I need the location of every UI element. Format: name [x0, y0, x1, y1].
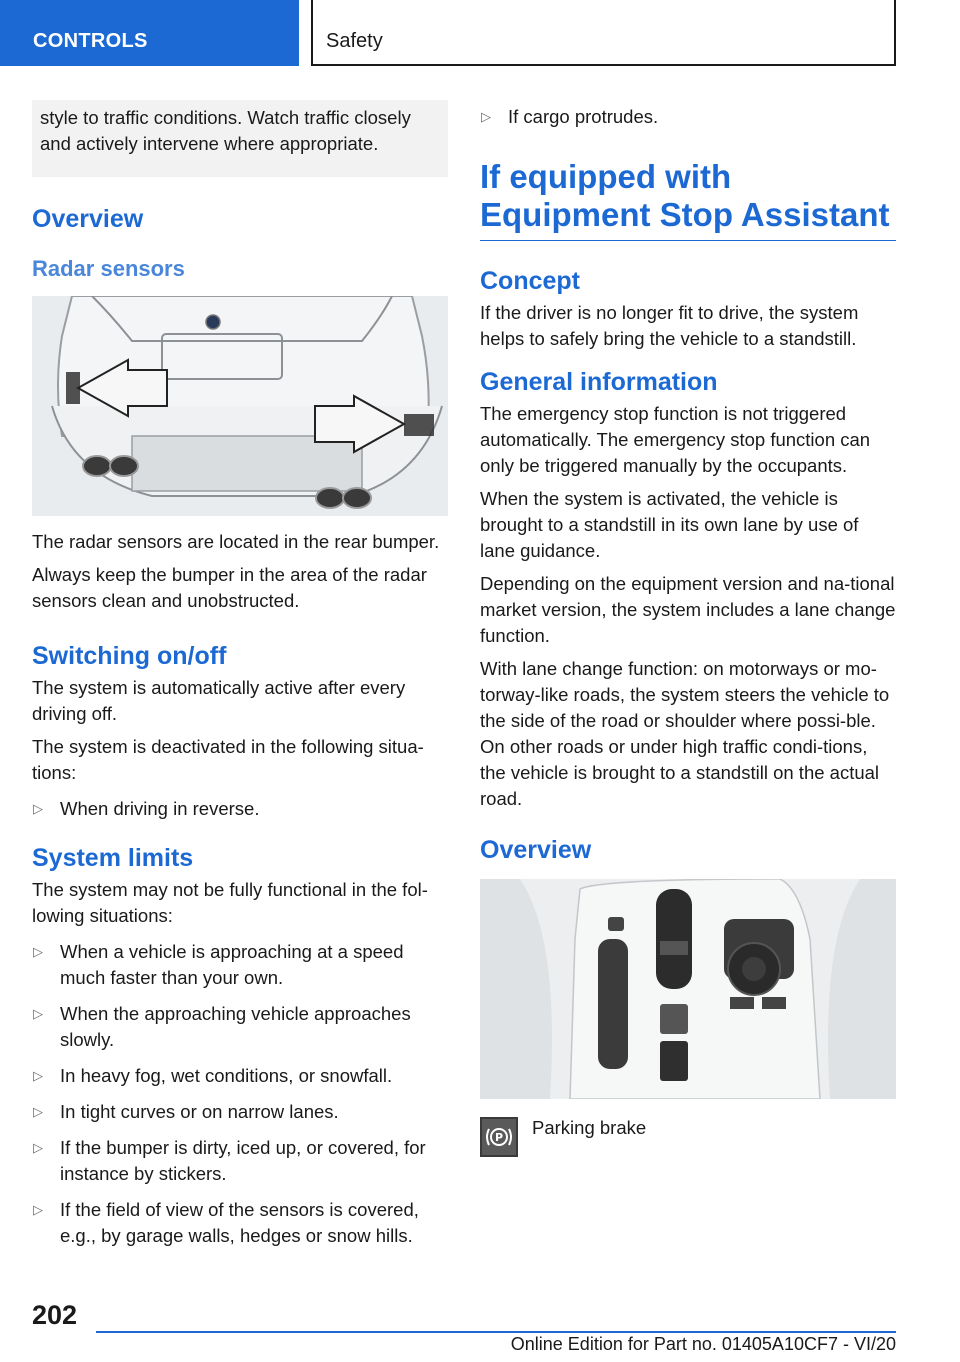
rear-bumper-illustration	[32, 296, 448, 516]
center-console-illustration	[480, 879, 896, 1099]
radar-text-1: The radar sensors are located in the rear bumper.	[32, 531, 440, 552]
center-console-drawing	[480, 879, 896, 1099]
radar-sensors-heading: Radar sensors	[32, 256, 185, 281]
switching-list	[32, 796, 448, 822]
triangle-right-icon: ▷	[33, 1104, 43, 1119]
page-number: 202	[32, 1300, 78, 1330]
limits-list	[32, 939, 448, 1249]
general-info-heading: General information	[480, 368, 718, 396]
triangle-right-icon: ▷	[33, 944, 43, 959]
list-item: ▷ If the field of view of the sensors is covered, e.g., by garage walls, hedges or snow hills.	[33, 1199, 419, 1246]
triangle-right-icon: ▷	[33, 1202, 43, 1217]
concept-heading: Concept	[480, 267, 580, 295]
triangle-right-icon: ▷	[33, 1140, 43, 1155]
general-text-3: Depending on the equipment version and na‐tional market version, the system includes a lane change function.	[480, 573, 896, 646]
radar-text-2: Always keep the bumper in the area of the radar sensors clean and unobstructed.	[32, 564, 427, 611]
switching-text-2: The system is deactivated in the following situa‐tions:	[32, 736, 424, 783]
notice-text: style to traffic conditions. Watch traffic closely and actively intervene where appropriate.	[40, 107, 411, 154]
list-item: ▷ When the approaching vehicle approaches slowly.	[33, 1003, 411, 1050]
left-column	[32, 100, 448, 1259]
footer-divider	[96, 1331, 896, 1333]
triangle-right-icon: ▷	[33, 801, 43, 816]
svg-text:P: P	[494, 1131, 504, 1144]
switching-text-1: The system is automatically active after every driving off.	[32, 677, 406, 724]
section-title: CONTROLS	[33, 30, 148, 52]
general-text-4: With lane change function: on motorways or mo‐torway-like roads, the system steers the vehicle to the side of the road or shoulder where possi‐ble. On other roads or under high traffic condi‐tions, the vehicle is brought to a standstill on the actual road.	[480, 658, 890, 809]
right-column	[480, 104, 896, 1157]
list-item: ▷ In tight curves or on narrow lanes.	[32, 1099, 448, 1125]
limits-text: The system may not be fully functional in the fol‐lowing situations:	[32, 879, 428, 926]
footer-edition: Online Edition for Part no. 01405A10CF7 - VI/20	[510, 1334, 896, 1354]
general-text-1: The emergency stop function is not triggered automatically. The emergency stop function can only be triggered manually by the occupants.	[480, 403, 871, 476]
switching-heading: Switching on/off	[32, 642, 227, 670]
parking-brake-icon	[480, 1117, 518, 1157]
list-item: ▷ When driving in reverse.	[32, 796, 448, 822]
list-item: ▷ When a vehicle is approaching at a speed much faster than your own.	[33, 941, 404, 988]
main-heading: If equipped with Equipment Stop Assistant	[480, 158, 896, 241]
section-tab	[0, 0, 299, 66]
triangle-right-icon: ▷	[481, 109, 491, 124]
cargo-list	[480, 104, 896, 130]
list-item: ▷ If the bumper is dirty, iced up, or covered, for instance by stickers.	[33, 1137, 426, 1184]
notice-box	[32, 100, 448, 177]
concept-text: If the driver is no longer fit to drive, the system helps to safely bring the vehicle to a standstill.	[480, 302, 859, 349]
chapter-title: Safety	[326, 30, 383, 52]
legend-row	[480, 1117, 896, 1157]
list-item: ▷ In heavy fog, wet conditions, or snowfall.	[32, 1063, 448, 1089]
triangle-right-icon: ▷	[33, 1006, 43, 1021]
triangle-right-icon: ▷	[33, 1068, 43, 1083]
overview-heading-right: Overview	[480, 836, 592, 864]
limits-heading: System limits	[32, 844, 194, 872]
general-text-2: When the system is activated, the vehicle is brought to a standstill in its own lane by use of lane guidance.	[480, 488, 859, 561]
rear-bumper-drawing	[32, 296, 448, 516]
legend-label: Parking brake	[532, 1117, 647, 1138]
chapter-tab	[311, 0, 896, 66]
list-item: ▷ If cargo protrudes.	[480, 104, 896, 130]
overview-heading: Overview	[32, 205, 144, 233]
